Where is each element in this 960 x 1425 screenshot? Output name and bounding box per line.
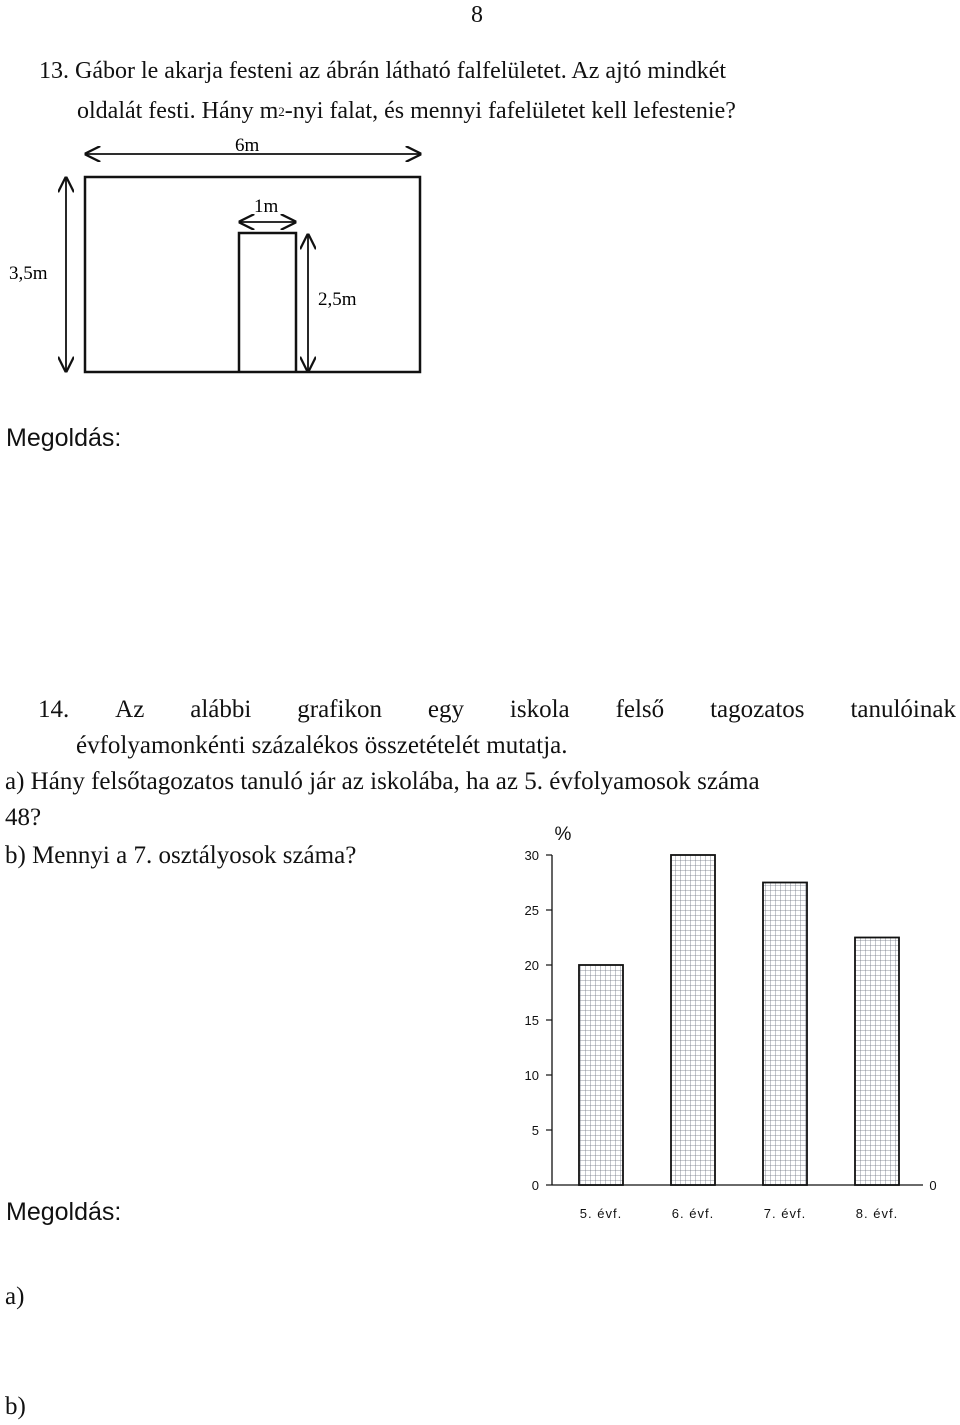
y-tick-label: 15 — [524, 1013, 539, 1028]
task14-question-b: b) Mennyi a 7. osztályosok száma? — [5, 842, 357, 869]
task14-line1: 14. Az alábbi grafikon egy iskola felső tagozatos tanulóinak — [38, 696, 956, 723]
superscript-2: 2 — [278, 104, 285, 119]
bar — [671, 855, 715, 1185]
answer-b-label: b) — [5, 1393, 26, 1420]
wall-diagram — [0, 0, 960, 400]
wall-rectangle — [85, 177, 420, 372]
bar — [763, 883, 807, 1186]
task14-line2: évfolyamonkénti százalékos összetételét mutatja. — [76, 732, 568, 759]
task13-solution-label: Megoldás: — [6, 424, 122, 452]
answer-a-label: a) — [5, 1283, 25, 1310]
bar-chart — [495, 810, 955, 1225]
task14-line4: 48? — [5, 804, 42, 831]
y-tick-label: 30 — [524, 848, 539, 863]
door-width-label: 1m — [254, 196, 279, 217]
y-axis-label: % — [554, 824, 572, 845]
y-tick-label: 20 — [524, 958, 539, 973]
y-tick-label: 0 — [531, 1178, 539, 1193]
x-tick-label: 6. évf. — [671, 1206, 715, 1221]
wall-width-label: 6m — [235, 135, 260, 156]
task14-question-a: a) Hány felsőtagozatos tanuló jár az iskolába, ha az 5. évfolyamosok száma — [5, 768, 760, 795]
bar — [855, 938, 899, 1186]
page-number: 8 — [471, 2, 483, 28]
task13-line2: oldalát festi. Hány $m^2$-nyi falat, és mennyi fafelületet kell lefestenie? — [77, 98, 736, 124]
y-tick-label: 5 — [531, 1123, 539, 1138]
x-tick-label: 8. évf. — [855, 1206, 899, 1221]
door-height-label: 2,5m — [318, 289, 357, 310]
right-axis-label: 0 — [929, 1178, 937, 1193]
task13-line1: 13. Gábor le akarja festeni az ábrán látható falfelületet. Az ajtó mindkét — [39, 58, 727, 84]
door-rectangle — [239, 233, 296, 372]
y-tick-label: 25 — [524, 903, 539, 918]
x-tick-label: 5. évf. — [579, 1206, 623, 1221]
task14-solution-label: Megoldás: — [6, 1198, 122, 1226]
bar — [579, 965, 623, 1185]
x-tick-label: 7. évf. — [763, 1206, 807, 1221]
y-tick-label: 10 — [524, 1068, 539, 1083]
wall-height-label: 3,5m — [9, 263, 48, 284]
